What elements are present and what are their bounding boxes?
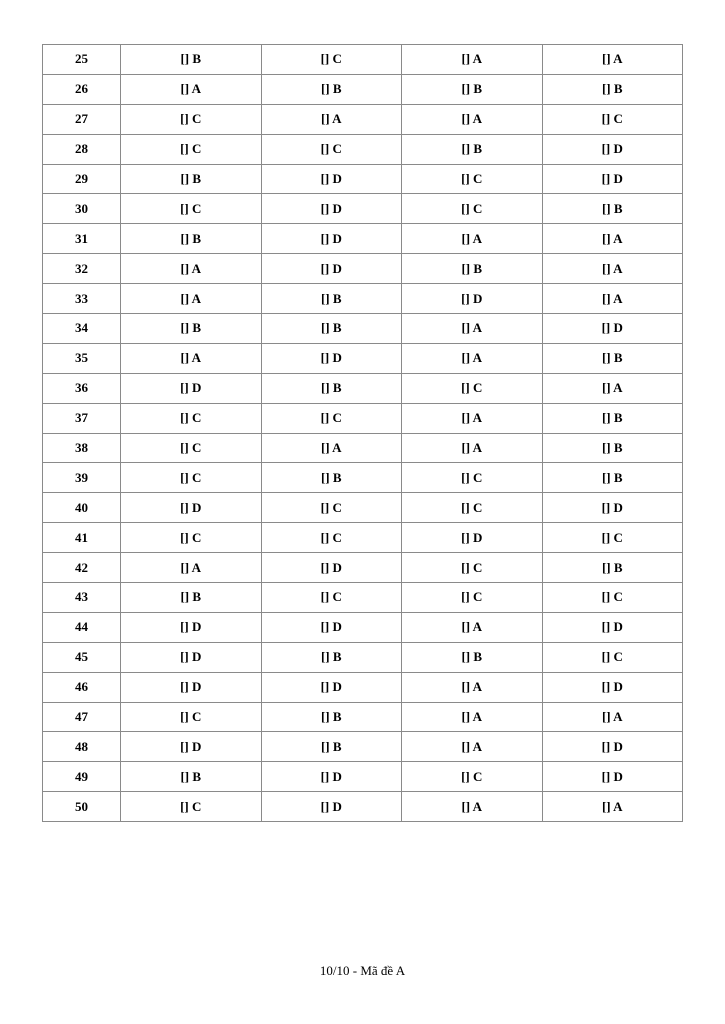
answer-col-1-cell: [] B	[121, 224, 262, 254]
answer-col-1-cell: [] C	[121, 433, 262, 463]
answer-col-4-cell: [] B	[542, 403, 683, 433]
answer-col-1-cell: [] A	[121, 553, 262, 583]
table-row	[43, 612, 683, 642]
question-number-cell: 30	[43, 194, 121, 224]
answer-col-1-cell: [] D	[121, 612, 262, 642]
answer-col-2-cell: [] B	[261, 702, 402, 732]
question-number-cell: 45	[43, 642, 121, 672]
answer-col-2-cell: [] D	[261, 343, 402, 373]
answer-col-1-cell: [] C	[121, 134, 262, 164]
question-number-cell: 42	[43, 553, 121, 583]
answer-col-2-cell: [] D	[261, 254, 402, 284]
answer-col-1-cell: [] C	[121, 403, 262, 433]
table-row	[43, 493, 683, 523]
answer-col-3-cell: [] A	[402, 732, 543, 762]
answer-col-2-cell: [] C	[261, 523, 402, 553]
table-row	[43, 642, 683, 672]
answer-col-3-cell: [] C	[402, 463, 543, 493]
answer-col-3-cell: [] C	[402, 194, 543, 224]
answer-col-1-cell: [] C	[121, 792, 262, 822]
answer-col-1-cell: [] C	[121, 194, 262, 224]
answer-col-2-cell: [] B	[261, 284, 402, 314]
question-number-cell: 50	[43, 792, 121, 822]
answer-col-2-cell: [] C	[261, 403, 402, 433]
answer-col-4-cell: [] A	[542, 224, 683, 254]
table-row	[43, 463, 683, 493]
answer-col-2-cell: [] C	[261, 134, 402, 164]
answer-col-1-cell: [] D	[121, 373, 262, 403]
answer-col-3-cell: [] C	[402, 583, 543, 613]
answer-col-3-cell: [] B	[402, 74, 543, 104]
table-row	[43, 104, 683, 134]
answer-col-3-cell: [] A	[402, 45, 543, 75]
answer-col-1-cell: [] C	[121, 104, 262, 134]
table-row	[43, 194, 683, 224]
answer-col-4-cell: [] D	[542, 672, 683, 702]
question-number-cell: 40	[43, 493, 121, 523]
table-row	[43, 702, 683, 732]
answer-col-1-cell: [] A	[121, 284, 262, 314]
answer-col-4-cell: [] D	[542, 493, 683, 523]
answer-col-1-cell: [] B	[121, 314, 262, 344]
table-row	[43, 672, 683, 702]
table-row	[43, 403, 683, 433]
answer-col-3-cell: [] A	[402, 702, 543, 732]
table-row	[43, 433, 683, 463]
answer-col-4-cell: [] C	[542, 523, 683, 553]
question-number-cell: 25	[43, 45, 121, 75]
question-number-cell: 39	[43, 463, 121, 493]
question-number-cell: 28	[43, 134, 121, 164]
table-row	[43, 523, 683, 553]
answer-col-4-cell: [] A	[542, 373, 683, 403]
answer-col-2-cell: [] D	[261, 792, 402, 822]
page-footer: 10/10 - Mã đề A	[319, 963, 406, 978]
answer-col-2-cell: [] D	[261, 553, 402, 583]
answer-col-2-cell: [] D	[261, 164, 402, 194]
answer-col-3-cell: [] C	[402, 493, 543, 523]
question-number-cell: 33	[43, 284, 121, 314]
question-number-cell: 38	[43, 433, 121, 463]
answer-col-1-cell: [] D	[121, 642, 262, 672]
answer-col-4-cell: [] D	[542, 762, 683, 792]
answer-col-2-cell: [] D	[261, 224, 402, 254]
table-row	[43, 343, 683, 373]
answer-col-3-cell: [] A	[402, 403, 543, 433]
answer-col-3-cell: [] A	[402, 314, 543, 344]
answer-col-4-cell: [] D	[542, 314, 683, 344]
answer-col-3-cell: [] A	[402, 343, 543, 373]
question-number-cell: 35	[43, 343, 121, 373]
answer-col-2-cell: [] D	[261, 762, 402, 792]
answer-col-4-cell: [] C	[542, 642, 683, 672]
answer-col-4-cell: [] D	[542, 612, 683, 642]
answer-col-1-cell: [] D	[121, 493, 262, 523]
answer-col-2-cell: [] B	[261, 373, 402, 403]
answer-col-1-cell: [] B	[121, 45, 262, 75]
answer-col-2-cell: [] C	[261, 583, 402, 613]
answer-col-4-cell: [] B	[542, 343, 683, 373]
answer-col-3-cell: [] A	[402, 672, 543, 702]
answer-col-3-cell: [] C	[402, 164, 543, 194]
answer-col-4-cell: [] D	[542, 164, 683, 194]
answer-col-3-cell: [] D	[402, 284, 543, 314]
answer-col-2-cell: [] A	[261, 104, 402, 134]
question-number-cell: 34	[43, 314, 121, 344]
table-row	[43, 134, 683, 164]
answer-col-1-cell: [] A	[121, 74, 262, 104]
answer-col-3-cell: [] A	[402, 433, 543, 463]
answer-col-3-cell: [] B	[402, 642, 543, 672]
question-number-cell: 27	[43, 104, 121, 134]
answer-col-2-cell: [] B	[261, 74, 402, 104]
answer-col-4-cell: [] D	[542, 134, 683, 164]
table-row	[43, 224, 683, 254]
answer-col-4-cell: [] A	[542, 702, 683, 732]
answer-col-4-cell: [] D	[542, 732, 683, 762]
answer-col-3-cell: [] D	[402, 523, 543, 553]
answer-col-4-cell: [] C	[542, 583, 683, 613]
question-number-cell: 32	[43, 254, 121, 284]
table-row	[43, 583, 683, 613]
table-row	[43, 284, 683, 314]
answer-col-3-cell: [] C	[402, 553, 543, 583]
table-row	[43, 254, 683, 284]
answer-col-1-cell: [] B	[121, 583, 262, 613]
answer-col-4-cell: [] B	[542, 553, 683, 583]
answer-col-2-cell: [] A	[261, 433, 402, 463]
answer-col-1-cell: [] C	[121, 523, 262, 553]
answer-col-4-cell: [] B	[542, 74, 683, 104]
table-row	[43, 314, 683, 344]
answer-col-2-cell: [] B	[261, 314, 402, 344]
answer-key-body	[43, 45, 683, 822]
question-number-cell: 46	[43, 672, 121, 702]
table-row	[43, 164, 683, 194]
answer-col-3-cell: [] A	[402, 104, 543, 134]
question-number-cell: 47	[43, 702, 121, 732]
question-number-cell: 31	[43, 224, 121, 254]
answer-col-4-cell: [] A	[542, 254, 683, 284]
answer-col-1-cell: [] D	[121, 732, 262, 762]
question-number-cell: 49	[43, 762, 121, 792]
answer-key-table	[42, 44, 683, 822]
table-row	[43, 74, 683, 104]
answer-col-3-cell: [] A	[402, 612, 543, 642]
answer-col-2-cell: [] D	[261, 672, 402, 702]
answer-col-4-cell: [] A	[542, 792, 683, 822]
answer-col-1-cell: [] A	[121, 254, 262, 284]
answer-col-1-cell: [] B	[121, 762, 262, 792]
question-number-cell: 26	[43, 74, 121, 104]
table-row	[43, 45, 683, 75]
answer-col-2-cell: [] D	[261, 194, 402, 224]
answer-col-3-cell: [] C	[402, 373, 543, 403]
answer-col-2-cell: [] D	[261, 612, 402, 642]
answer-col-4-cell: [] B	[542, 463, 683, 493]
question-number-cell: 41	[43, 523, 121, 553]
answer-col-3-cell: [] B	[402, 134, 543, 164]
table-row	[43, 373, 683, 403]
answer-col-3-cell: [] C	[402, 762, 543, 792]
answer-col-4-cell: [] B	[542, 194, 683, 224]
answer-col-2-cell: [] B	[261, 642, 402, 672]
answer-col-3-cell: [] A	[402, 792, 543, 822]
answer-col-4-cell: [] B	[542, 433, 683, 463]
question-number-cell: 37	[43, 403, 121, 433]
answer-col-1-cell: [] A	[121, 343, 262, 373]
question-number-cell: 29	[43, 164, 121, 194]
question-number-cell: 43	[43, 583, 121, 613]
answer-col-2-cell: [] C	[261, 493, 402, 523]
table-row	[43, 732, 683, 762]
question-number-cell: 44	[43, 612, 121, 642]
answer-col-4-cell: [] A	[542, 284, 683, 314]
table-row	[43, 762, 683, 792]
table-row	[43, 792, 683, 822]
answer-col-1-cell: [] D	[121, 672, 262, 702]
answer-col-4-cell: [] C	[542, 104, 683, 134]
question-number-cell: 36	[43, 373, 121, 403]
answer-col-1-cell: [] C	[121, 702, 262, 732]
answer-col-2-cell: [] C	[261, 45, 402, 75]
answer-col-4-cell: [] A	[542, 45, 683, 75]
table-row	[43, 553, 683, 583]
answer-col-1-cell: [] C	[121, 463, 262, 493]
answer-col-1-cell: [] B	[121, 164, 262, 194]
answer-col-3-cell: [] B	[402, 254, 543, 284]
answer-col-2-cell: [] B	[261, 463, 402, 493]
answer-col-3-cell: [] A	[402, 224, 543, 254]
question-number-cell: 48	[43, 732, 121, 762]
answer-col-2-cell: [] B	[261, 732, 402, 762]
